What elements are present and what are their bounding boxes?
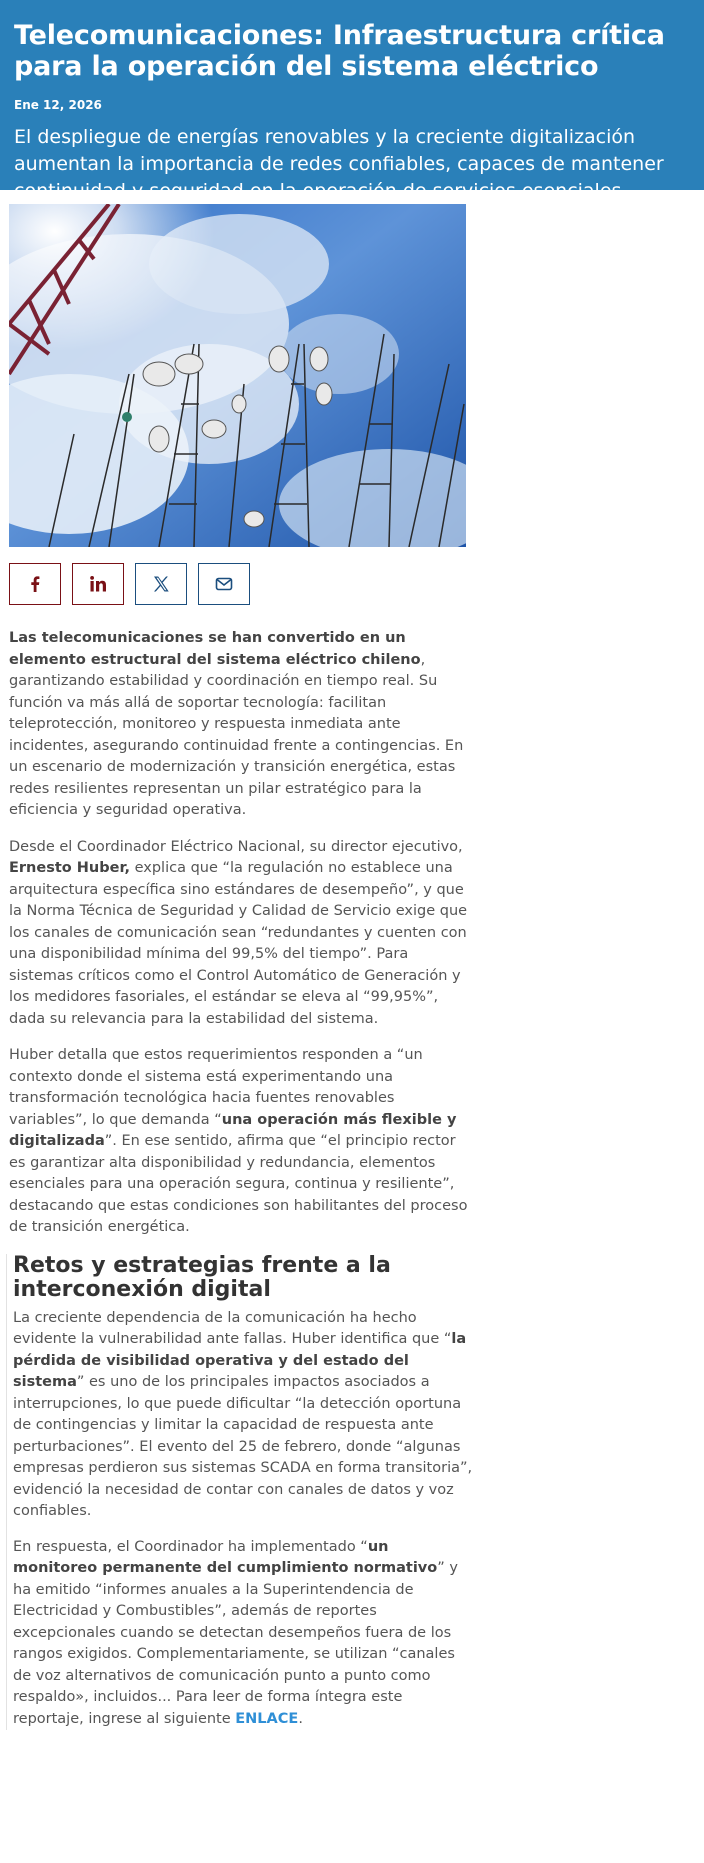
section-retos [6, 1254, 475, 1731]
section-p2-end: . [298, 1710, 303, 1727]
article-body [9, 628, 475, 1239]
article-photo [9, 204, 466, 547]
body-p3-bold: una operación más flexible y digitalizada [9, 1111, 457, 1149]
article-header [0, 0, 704, 202]
article-date: Ene 12, 2026 [14, 98, 102, 112]
section-paragraph-2 [13, 1537, 475, 1731]
share-x-button[interactable] [135, 563, 187, 605]
linkedin-icon [88, 574, 108, 594]
article-lead: El despliegue de energías renovables y la creciente digitalización aumentan la importancia de redes confiables, capaces de mantener continuidad y seguridad en la operación de servicios esenciales. [14, 126, 664, 202]
body-p2-bold: Ernesto Huber, [9, 860, 130, 876]
share-facebook-button[interactable] [9, 563, 61, 605]
x-icon [151, 574, 171, 594]
body-p2-text-a: Desde el Coordinador Eléctrico Nacional, su director ejecutivo, [9, 838, 463, 855]
body-paragraph-2 [9, 837, 475, 1031]
body-paragraph-3 [9, 1045, 475, 1239]
share-bar [9, 563, 475, 605]
section-p1-text-a: La creciente dependencia de la comunicación ha hecho evidente la vulnerabilidad ante fallas. Huber identifica que “ [13, 1309, 452, 1347]
body-p3-text-a: Huber detalla que estos requerimientos responden a “un contexto donde el sistema está experimentando una transformación tecnológica hacia fuentes renovables variables”, lo que demanda “ [9, 1047, 423, 1128]
facebook-icon [25, 574, 45, 594]
enlace-link[interactable]: ENLACE [235, 1710, 299, 1727]
body-p2-text-b: explica que “la regulación no establece una arquitectura específica sino estándares de desempeño”, y que la Norma Técnica de Seguridad y Calidad de Servicio exige que los canales de comunicación sean “redundantes y cuenten con una disponibilidad mínima del 99,5% del tiempo”. Para sistemas críticos como el Control Automático de Generación y los medidores fasoriales, el estándar se eleva al “99,95%”, dada su relevancia para la estabilidad del sistema. [9, 860, 468, 1027]
body-paragraph-1 [9, 628, 475, 822]
share-linkedin-button[interactable] [72, 563, 124, 605]
article-content [0, 204, 475, 1730]
section-p1-text-b: ” es uno de los principales impactos asociados a interrupciones, lo que puede dificultar “la detección oportuna de contingencias y limitar la capacidad de respuesta ante perturbaciones”. El evento del 25 de febrero, donde “algunas empresas perdieron sus sistemas SCADA en forma transitoria”, evidenció la necesidad de contar con canales de datos y voz confiables. [13, 1374, 473, 1519]
article-title: Telecomunicaciones: Infraestructura crítica para la operación del sistema eléctrico [14, 20, 665, 82]
section-p2-bold: un monitoreo permanente del cumplimiento normativo [13, 1538, 438, 1576]
section-paragraph-1 [13, 1308, 475, 1523]
body-p1-text: , garantizando estabilidad y coordinación en tiempo real. Su función va más allá de soportar tecnología: facilitan teleprotección, monitoreo y respuesta inmediata ante incidentes, asegurando continuidad frente a contingencias. En un escenario de modernización y transición energética, estas redes resilientes representan un pilar estratégico para la eficiencia y seguridad operativa. [9, 651, 464, 818]
section-p2-text-b: ” y ha emitido “informes anuales a la Superintendencia de Electricidad y Combustibles”, además de reportes excepcionales cuando se detectan desempeños fuera de los rangos exigidos. Complementariamente, se utilizan “canales de voz alternativos de comunicación punto a punto como respaldo», incluidos... Para leer de forma íntegra este reportaje, ingrese al siguiente [13, 1560, 458, 1727]
body-p3-text-b: ”. En ese sentido, afirma que “el principio rector es garantizar alta disponibilidad y redundancia, elementos esenciales para una operación segura, continua y resiliente”, destacando que estas condiciones son habilitantes del proceso de transición energética. [9, 1133, 468, 1235]
email-icon [214, 574, 234, 594]
share-email-button[interactable] [198, 563, 250, 605]
section-heading: Retos y estrategias frente a la interconexión digital [13, 1252, 391, 1302]
section-p2-text-a: En respuesta, el Coordinador ha implementado “ [13, 1538, 368, 1555]
body-p1-bold: Las telecomunicaciones se han convertido en un elemento estructural del sistema eléctrico chileno [9, 630, 421, 668]
section-p1-bold: la pérdida de visibilidad operativa y del estado del sistema [13, 1331, 467, 1390]
